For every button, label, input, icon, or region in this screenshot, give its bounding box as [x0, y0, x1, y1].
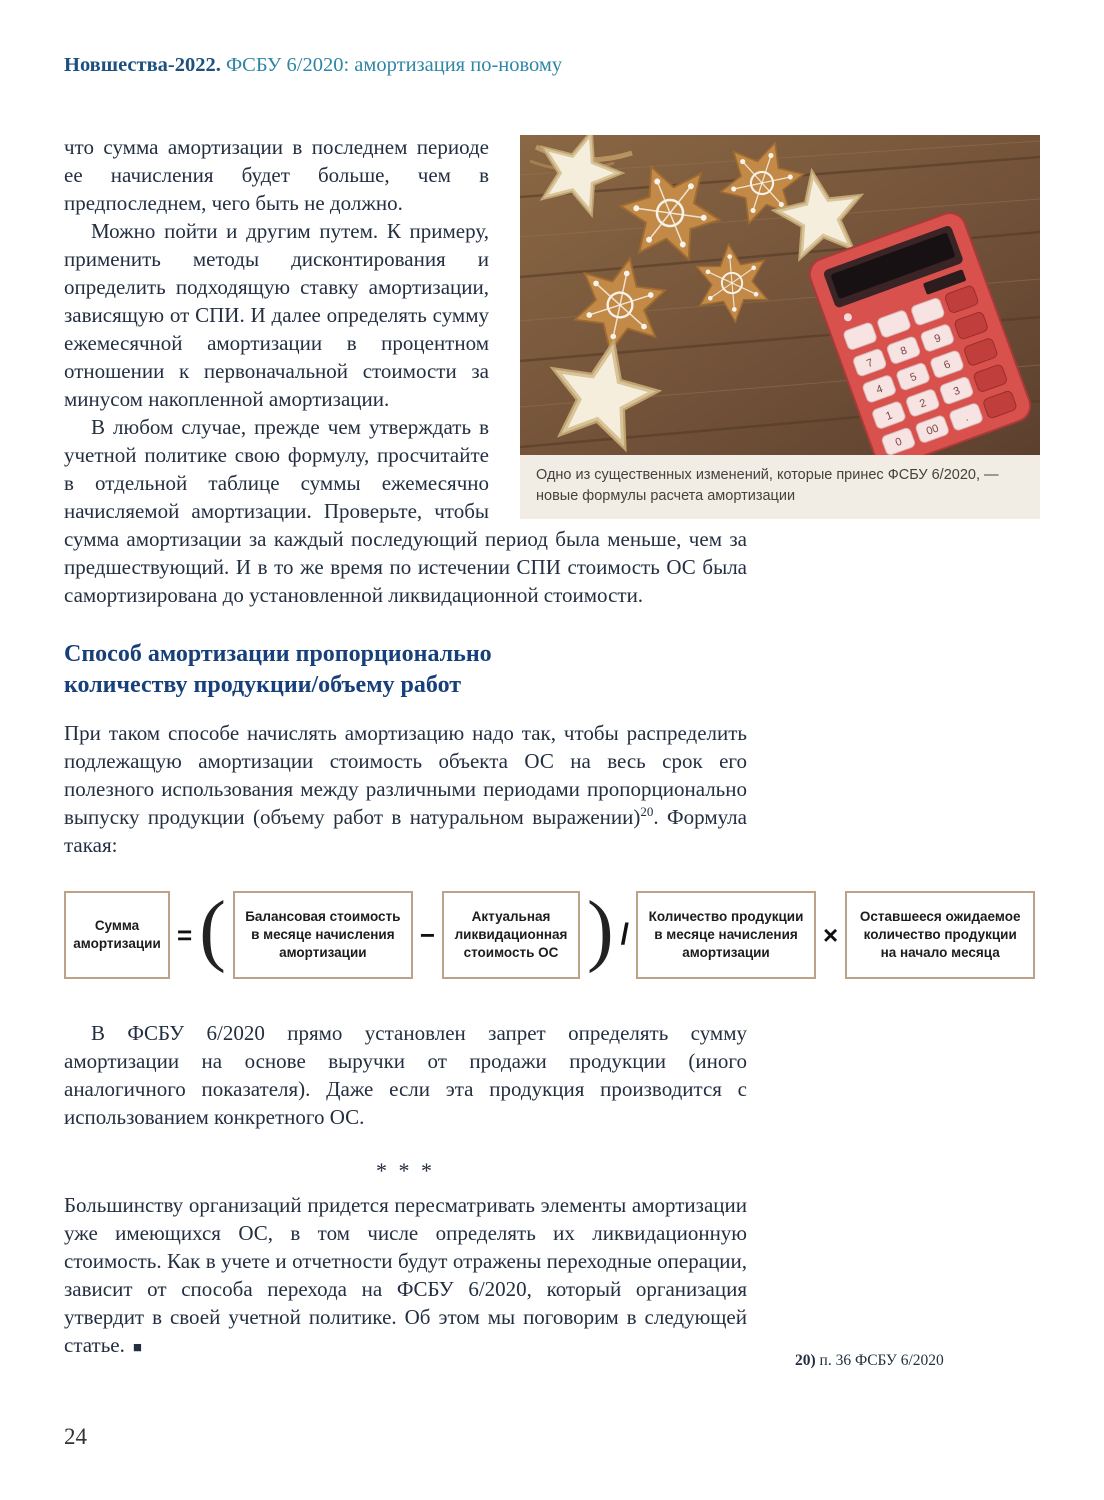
svg-text:6: 6: [942, 358, 953, 372]
formula-box-quantity: Количество продукции в месяце начисления амортизации: [636, 891, 816, 979]
formula-box-remaining: Оставшееся ожидаемое количество продукции на начало месяца: [845, 891, 1035, 979]
footnote-text: п. 36 ФСБУ 6/2020: [815, 1352, 944, 1369]
photo-caption: Одно из существенных изменений, которые принес ФСБУ 6/2020, — новые формулы расчета амортизации: [520, 455, 1040, 519]
final-paragraph: [64, 1191, 747, 1362]
page-number: 24: [64, 1424, 87, 1449]
multiply-operator: ×: [823, 920, 839, 950]
formula-diagram: [64, 886, 1035, 979]
intro-text: При таком способе начислять амортизацию надо так, чтобы распределить подлежащую амортизации стоимость объекта ОС на весь срок его полезного использования между различными периодами пропорционально выпуску продукции (объему работ в натуральном выражении): [64, 721, 747, 829]
intro-text-tail: . Формула такая:: [64, 805, 747, 857]
svg-text:7: 7: [865, 356, 875, 371]
svg-text:2: 2: [918, 397, 928, 411]
formula-box-balance: Балансовая стоимость в месяце начисления амортизации: [233, 891, 413, 979]
footnote-marker: 20): [795, 1352, 816, 1369]
final-text: Большинству организаций придется пересматривать элементы амортизации уже имеющихся ОС, в том числе определять их ликвидационную стоимость. Как в учете и отчетности будут отражены переходные операции, зависит от способа перехода на ФСБУ 6/2020, который организация утвердит в своей учетной политике. Об этом мы поговорим в следующей статье.: [64, 1193, 747, 1357]
svg-text:9: 9: [932, 332, 943, 346]
formula-box-liquidation: Актуальная ликвидационная стоимость ОС: [442, 891, 580, 979]
svg-text:1: 1: [884, 409, 895, 423]
paragraph: В ФСБУ 6/2020 прямо установлен запрет определять сумму амортизации на основе выручки от продажи продукции (иного аналогичного показателя). Даже если эта продукция производится с использованием конкретного ОС.: [64, 1021, 747, 1129]
svg-text:3: 3: [951, 384, 962, 399]
svg-text:5: 5: [908, 370, 919, 385]
header-topic: ФСБУ 6/2020: амортизация по-новому: [220, 54, 563, 76]
paragraph: В любом случае, прежде чем утверждать в учетной политике свою формулу, просчитайте в отдельной таблице суммы ежемесячно начисляемой амортизации. Проверьте, чтобы сумма амортизации за каждый последующий период была меньше, чем за предшествующий. И в то же время по истечении СПИ стоимость ОС была самортизирована до установленной ликвидационной стоимости.: [64, 415, 747, 607]
divide-operator: /: [620, 918, 629, 951]
paragraph: что сумма амортизации в последнем периоде ее начисления будет больше, чем в предпоследнем, чего быть не должно.: [64, 135, 489, 215]
footnote-reference: 20: [640, 804, 654, 819]
section-heading: Способ амортизации пропорционально количеству продукции/объему работ: [64, 641, 492, 698]
intro-paragraph: [64, 719, 747, 859]
equals-operator: =: [177, 920, 193, 950]
minus-operator: −: [419, 920, 436, 950]
header-series: Новшества-2022.: [64, 54, 221, 76]
close-paren: ): [587, 886, 614, 974]
svg-text:.: .: [962, 411, 970, 424]
photo-wrap-spacer: [489, 133, 747, 515]
svg-text:4: 4: [874, 383, 885, 397]
end-mark: ■: [132, 1340, 142, 1356]
formula-box-amount: Сумма амортизации: [64, 891, 170, 979]
stars-separator: * * *: [376, 1158, 435, 1183]
svg-text:0: 0: [893, 435, 904, 450]
footnote: [795, 1352, 944, 1370]
svg-text:00: 00: [924, 422, 941, 438]
page-header: [64, 54, 562, 77]
svg-text:8: 8: [898, 344, 909, 358]
open-paren: (: [199, 886, 226, 974]
paragraph: Можно пойти и другим путем. К примеру, применить методы дисконтирования и определить подходящую ставку амортизации, зависящую от СПИ. И далее определять сумму ежемесячной амортизации в процентном отношении к первоначальной стоимости за минусом накопленной амортизации.: [64, 219, 489, 411]
